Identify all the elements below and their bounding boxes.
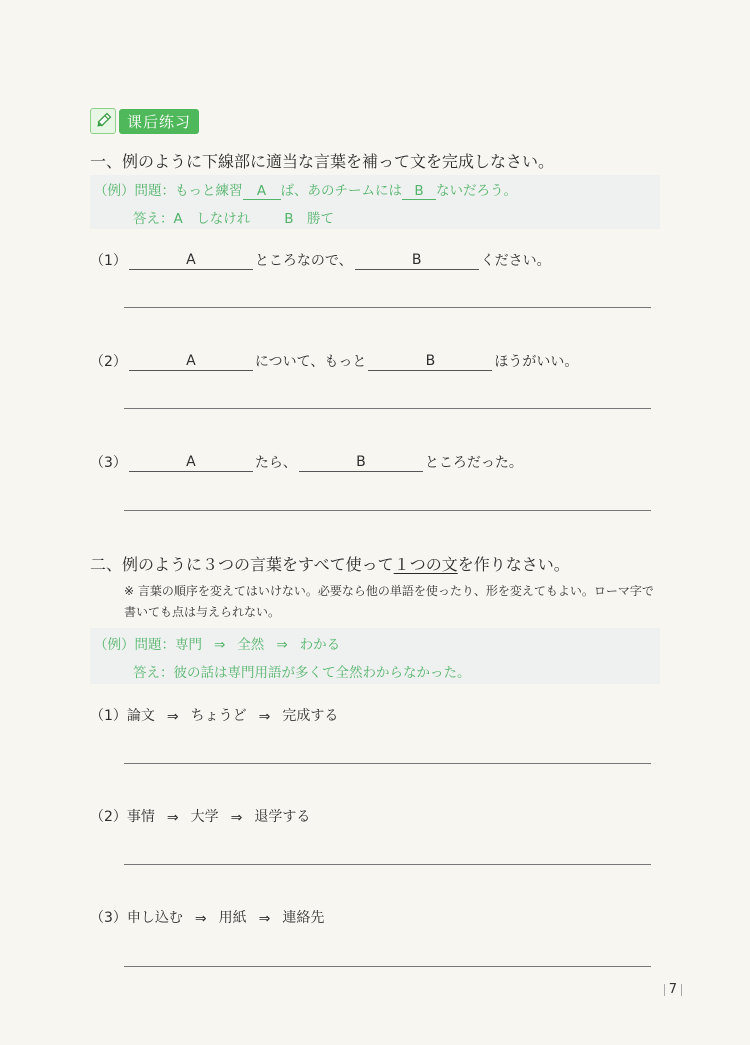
answer-line-3[interactable]: [124, 510, 651, 511]
answer-line-2[interactable]: [124, 408, 651, 409]
answer-line-5[interactable]: [124, 864, 651, 865]
arrow-icon: ⇒: [214, 637, 226, 653]
blank-a[interactable]: A: [129, 252, 253, 270]
exercise-item-4: （1） 論文 ⇒ ちょうど ⇒ 完成する: [90, 708, 339, 725]
answer-line-4[interactable]: [124, 763, 651, 764]
blank-b[interactable]: B: [355, 252, 479, 270]
page-number: 7: [660, 982, 686, 997]
underlined-phrase: １つの文: [393, 555, 458, 574]
section-badge-label: 课后练习: [119, 109, 199, 134]
section2-example: [90, 628, 660, 684]
exercise-item-6: （3） 申し込む ⇒ 用紙 ⇒ 連絡先: [90, 910, 325, 927]
answer-line-6[interactable]: [124, 966, 651, 967]
arrow-icon: ⇒: [166, 709, 179, 725]
exercise-item-3: （3） A たら、 B ところだった。: [90, 454, 523, 471]
example-question: （例）問題：専門 ⇒ 全然 ⇒ わかる: [94, 637, 341, 653]
arrow-icon: ⇒: [258, 709, 271, 725]
section-badge: [90, 108, 199, 134]
arrow-icon: ⇒: [230, 810, 243, 826]
section1-heading: 一、例のように下線部に適当な言葉を補って文を完成しなさい。: [90, 152, 555, 171]
example-blank-b: B: [402, 184, 436, 200]
section1-example: [90, 175, 660, 229]
arrow-icon: ⇒: [166, 810, 179, 826]
example-blank-a: A: [243, 184, 281, 200]
exercise-item-2: （2） A について、もっと B ほうがいい。: [90, 353, 579, 370]
instruction-note: [124, 581, 664, 623]
blank-a[interactable]: A: [129, 454, 253, 472]
blank-b[interactable]: B: [368, 353, 492, 371]
arrow-icon: ⇒: [276, 637, 288, 653]
example-question: （例）問題：もっと練習 A ば、あのチームには B ないだろう。: [94, 183, 517, 199]
example-answer: 答え：A しなけれ B 勝て: [133, 211, 335, 227]
arrow-icon: ⇒: [194, 911, 207, 927]
blank-b[interactable]: B: [299, 454, 423, 472]
example-answer: 答え：彼の話は専門用語が多くて全然わからなかった。: [133, 665, 471, 681]
answer-line-1[interactable]: [124, 307, 651, 308]
exercise-item-5: （2） 事情 ⇒ 大学 ⇒ 退学する: [90, 809, 311, 826]
arrow-icon: ⇒: [258, 911, 271, 927]
section2-heading: 二、例のように３つの言葉をすべて使って１つの文を作りなさい。: [90, 555, 570, 574]
note-mark: ※: [124, 584, 135, 598]
note-text: 言葉の順序を変えてはいけない。必要なら他の単語を使ったり、形を変えてもよい。ローマ字で書いても点は与えられない。: [124, 584, 654, 619]
exercise-item-1: （1） A ところなので、 B ください。: [90, 252, 551, 269]
pencil-icon: [90, 108, 116, 134]
blank-a[interactable]: A: [129, 353, 253, 371]
